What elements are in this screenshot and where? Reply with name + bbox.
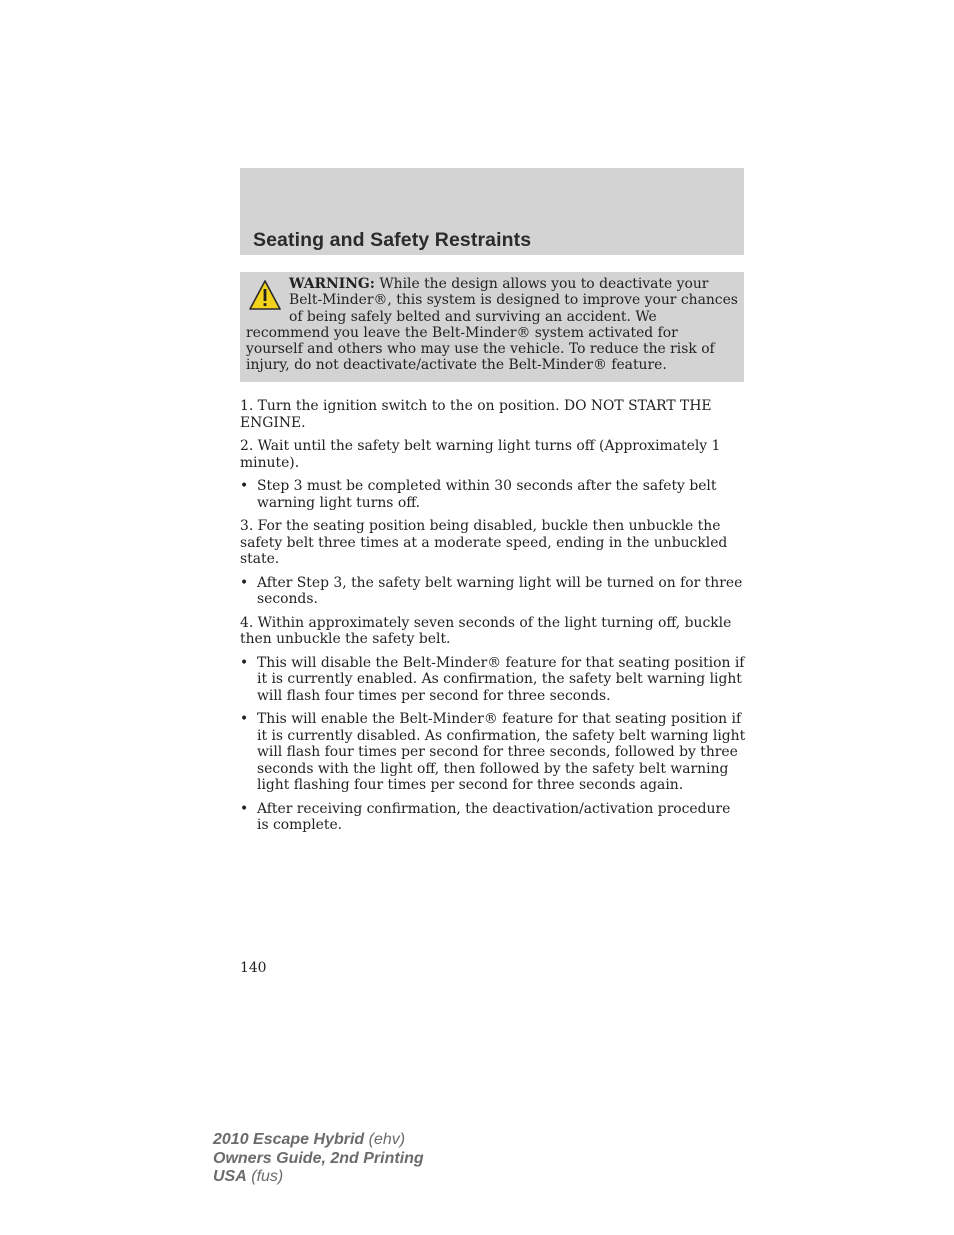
footer-guide: Owners Guide, 2nd Printing xyxy=(213,1149,424,1167)
footer-region-code: (fus) xyxy=(251,1168,284,1185)
page-number: 140 xyxy=(240,960,267,976)
bullet-dot: • xyxy=(240,574,249,591)
bullet-text: Step 3 must be completed within 30 seconds after the safety belt warning light turns off. xyxy=(257,478,717,511)
warning-triangle-icon xyxy=(248,279,282,311)
bullet-dot: • xyxy=(240,478,249,494)
step-4: 4. Within approximately seven seconds of the light turning off, buckle then unbuckle the safety belt. xyxy=(240,614,732,647)
bullet-text: After receiving confirmation, the deactivation/activation procedure is complete. xyxy=(257,800,731,833)
footer-model-code: (ehv) xyxy=(368,1131,406,1148)
footer-region-line xyxy=(213,1168,424,1187)
warning-label: WARNING: xyxy=(289,276,375,292)
footer-model-line xyxy=(213,1131,424,1150)
list-item xyxy=(240,801,746,834)
bullet-dot: • xyxy=(240,711,249,727)
list-item xyxy=(240,711,746,794)
list-item xyxy=(240,478,746,511)
warning-text: While the design allows you to deactivate your Belt-Minder®, this system is designed to improve your chances of being safely belted and surviving an accident. We recommend you leave the Belt-Minder® system activated for yourself and others who may use the vehicle. To reduce the risk of injury, do not deactivate/activate the Belt-Minder® feature. xyxy=(246,276,738,374)
bullet-dot: • xyxy=(240,654,249,671)
step-2: 2. Wait until the safety belt warning light turns off (Approximately 1 minute). xyxy=(240,438,721,471)
step-1: 1. Turn the ignition switch to the on position. DO NOT START THE ENGINE. xyxy=(240,398,712,431)
footer-region: USA xyxy=(213,1168,247,1185)
footer-model: 2010 Escape Hybrid xyxy=(213,1131,365,1148)
section-title: Seating and Safety Restraints xyxy=(253,229,532,251)
list-item xyxy=(240,575,746,608)
section-header-band xyxy=(240,168,744,255)
bullet-text: This will enable the Belt-Minder® feature for that seating position if it is currently disabled. As confirmation, the safety belt warning light will flash four times per second for three seconds, followed by three seconds with the light off, then followed by the safety belt warning light flashing four times per second for three seconds again. xyxy=(257,711,746,793)
bullet-text: This will disable the Belt-Minder® feature for that seating position if it is currently enabled. As confirmation, the safety belt warning light will flash four times per second for three seconds. xyxy=(257,654,745,704)
warning-box xyxy=(240,272,744,382)
document-footer xyxy=(213,1131,424,1187)
procedure-content xyxy=(240,398,746,841)
bullet-text: After Step 3, the safety belt warning light will be turned on for three seconds. xyxy=(257,574,743,607)
list-item xyxy=(240,655,746,705)
bullet-dot: • xyxy=(240,800,249,817)
step-3: 3. For the seating position being disabled, buckle then unbuckle the safety belt three times at a moderate speed, ending in the unbuckled state. xyxy=(240,518,728,567)
